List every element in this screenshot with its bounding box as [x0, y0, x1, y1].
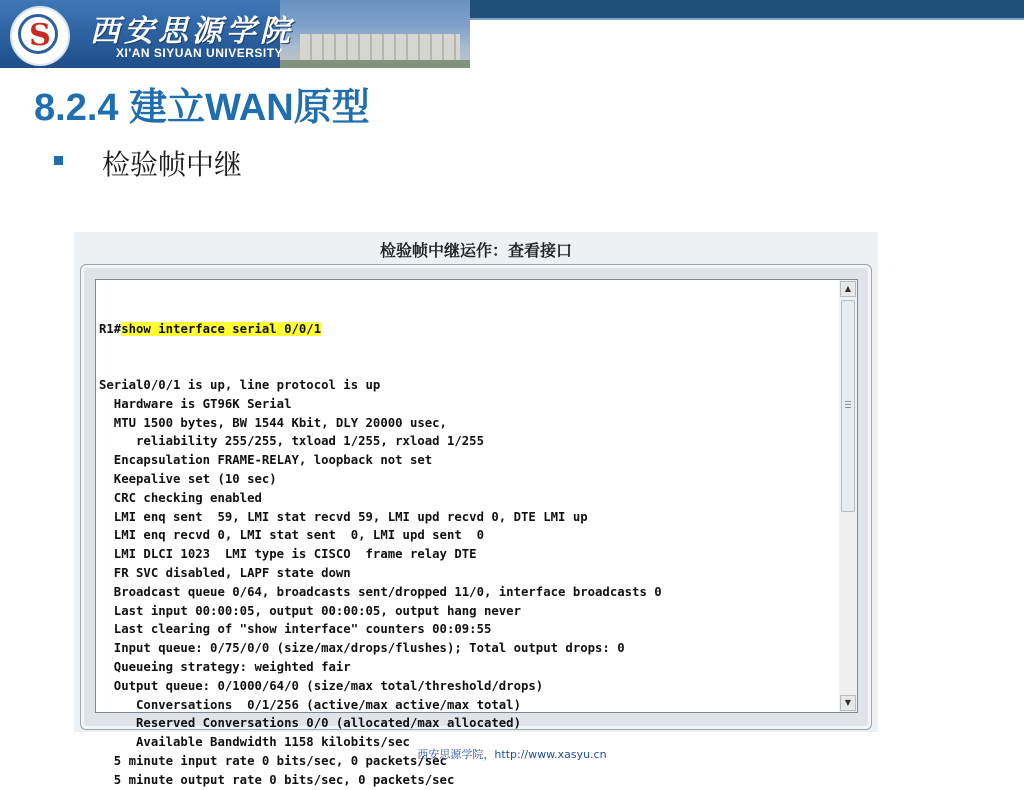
terminal-line: LMI enq sent 59, LMI stat recvd 59, LMI upd recvd 0, DTE LMI up — [99, 509, 588, 524]
campus-photo — [280, 0, 470, 68]
terminal-line: Input queue: 0/75/0/0 (size/max/drops/flushes); Total output drops: 0 — [99, 641, 625, 656]
terminal-line: Broadcast queue 0/64, broadcasts sent/dropped 11/0, interface broadcasts 0 — [99, 584, 662, 599]
terminal-line: CRC checking enabled — [99, 490, 262, 505]
terminal-line: Last clearing of "show interface" counters 00:09:55 — [99, 622, 492, 637]
terminal-line: FR SVC disabled, LAPF state down — [99, 565, 351, 580]
terminal-line: Encapsulation FRAME-RELAY, loopback not set — [99, 453, 433, 468]
terminal-line: Reserved Conversations 0/0 (allocated/max allocated) — [99, 716, 521, 731]
scroll-grip-icon — [845, 401, 851, 409]
terminal-line: Available Bandwidth 1158 kilobits/sec — [99, 735, 410, 750]
terminal-line: LMI DLCI 1023 LMI type is CISCO frame relay DTE — [99, 547, 477, 562]
scroll-down-icon[interactable]: ▼ — [840, 695, 856, 711]
university-banner — [0, 0, 470, 68]
screenshot-title: 检验帧中继运作：查看接口 — [379, 241, 572, 260]
bullet-square-icon — [54, 156, 63, 165]
university-seal-logo — [10, 6, 70, 66]
seal-mark: S — [29, 18, 51, 53]
terminal-line: Conversations 0/1/256 (active/max active/max total) — [99, 697, 521, 712]
terminal-line: Queueing strategy: weighted fair — [99, 659, 351, 674]
prompt: R1# — [99, 321, 122, 336]
terminal-line: 5 minute input rate 0 bits/sec, 0 packets/sec — [99, 753, 447, 768]
terminal-line: LMI enq recvd 0, LMI stat sent 0, LMI upd sent 0 — [99, 528, 484, 543]
vertical-scrollbar[interactable] — [839, 279, 858, 713]
terminal-line: Hardware is GT96K Serial — [99, 396, 292, 411]
footer-text: 西安思源学院，http://www.xasyu.cn — [417, 748, 607, 761]
terminal-line: Serial0/0/1 is up, line protocol is up — [99, 377, 381, 392]
bullet-text: 检验帧中继 — [102, 148, 243, 181]
header-bar — [470, 0, 1024, 18]
slide-title: 8.2.4 建立WAN原型 — [34, 87, 370, 129]
terminal-line: 5 minute output rate 0 bits/sec, 0 packets/sec — [99, 772, 455, 787]
scroll-up-icon[interactable]: ▲ — [840, 281, 856, 297]
terminal-line: reliability 255/255, txload 1/255, rxload 1/255 — [99, 434, 484, 449]
university-name-en: XI'AN SIYUAN UNIVERSITY — [116, 46, 284, 60]
university-name-cn: 西安思源学院 — [90, 14, 294, 49]
scroll-thumb[interactable] — [841, 300, 855, 512]
terminal-line: MTU 1500 bytes, BW 1544 Kbit, DLY 20000 usec, — [99, 415, 447, 430]
header-divider — [470, 18, 1024, 20]
terminal-line: Output queue: 0/1000/64/0 (size/max total/threshold/drops) — [99, 678, 544, 693]
terminal-line: Keepalive set (10 sec) — [99, 471, 277, 486]
command-line — [99, 320, 662, 339]
terminal-line: Last input 00:00:05, output 00:00:05, output hang never — [99, 603, 521, 618]
command-highlight: show interface serial 0/0/1 — [121, 321, 322, 336]
terminal-text — [99, 282, 662, 790]
